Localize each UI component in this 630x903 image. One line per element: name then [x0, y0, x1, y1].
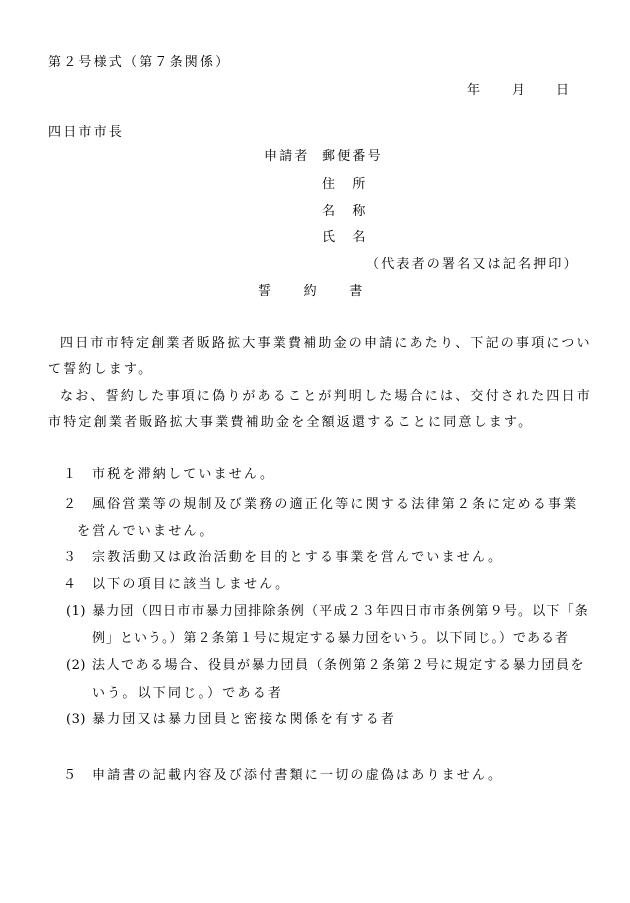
name-label: 名 称	[322, 204, 368, 219]
item-text: 宗教活動又は政治活動を目的とする事業を営んでいません。	[92, 550, 504, 565]
item-number: ３	[63, 550, 79, 565]
subitem-number: (2)	[66, 658, 86, 673]
item-number: １	[63, 467, 79, 482]
intro-line-2: て誓約します。	[48, 362, 154, 377]
subitem-text: 法人である場合、役員が暴力団員（条例第２条第２号に規定する暴力団員を	[92, 658, 586, 673]
document-title: 誓 約 書	[258, 284, 365, 299]
intro-line-1: 四日市市特定創業者販路拡大事業費補助金の申請にあたり、下記の事項につい	[60, 336, 592, 351]
item-text: 申請書の記載内容及び添付書類に一切の虚偽はありません。	[92, 768, 504, 783]
form-label: 第２号様式（第７条関係）	[48, 55, 231, 70]
item-text: 市税を滞納していません。	[92, 467, 276, 482]
subitem-text: 暴力団（四日市市暴力団排除条例（平成２３年四日市市条例第９号。以下「条	[92, 604, 590, 619]
date-day: 日	[556, 83, 572, 98]
person-label: 氏 名	[322, 230, 368, 245]
item-number: ５	[63, 768, 79, 783]
subitem-number: (1)	[66, 604, 86, 619]
subitem-number: (3)	[66, 712, 86, 727]
item-number: ２	[63, 497, 79, 512]
intro-line-3: なお、誓約した事項に偽りがあることが判明した場合には、交付された四日市	[60, 389, 593, 404]
intro-line-4: 市特定創業者販路拡大事業費補助金を全額返還することに同意します。	[48, 415, 534, 430]
addressee: 四日市市長	[48, 125, 125, 140]
subitem-text-continuation: いう。以下同じ。）である者	[92, 686, 284, 701]
subitem-text-continuation: 例」という。）第２条第１号に規定する暴力団をいう。以下同じ。）である者	[92, 631, 570, 646]
item-text-continuation: を営んでいません。	[77, 524, 215, 539]
address-label: 住 所	[322, 177, 368, 192]
item-text: 風俗営業等の規制及び業務の適正化等に関する法律第２条に定める事業	[92, 497, 579, 512]
date-year: 年	[467, 83, 483, 98]
subitem-text: 暴力団又は暴力団員と密接な関係を有する者	[92, 712, 397, 727]
postal-code-label: 郵便番号	[322, 149, 383, 164]
item-number: ４	[63, 577, 79, 592]
signature-note: （代表者の署名又は記名押印）	[366, 257, 579, 272]
item-text: 以下の項目に該当しません。	[92, 577, 291, 592]
date-month: 月	[512, 83, 528, 98]
applicant-label: 申請者	[264, 149, 310, 164]
